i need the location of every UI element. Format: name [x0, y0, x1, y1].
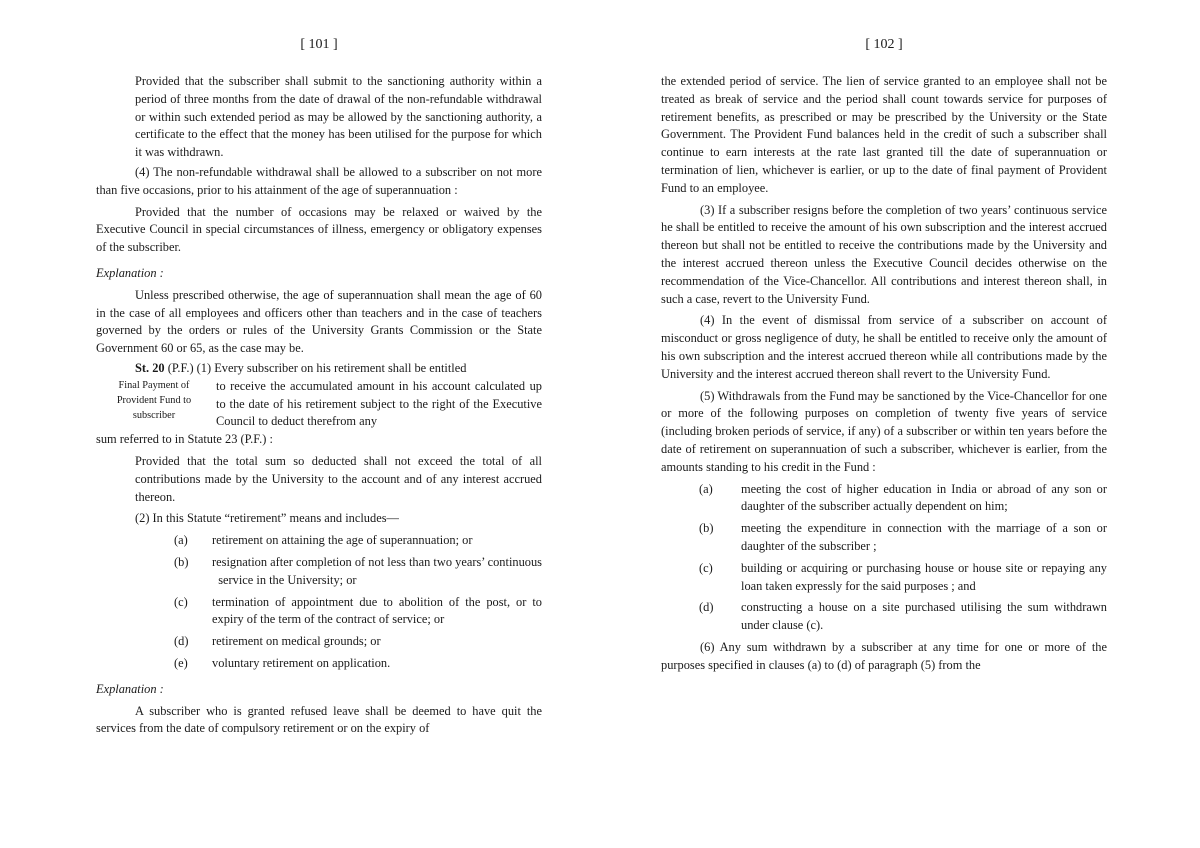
paragraph-6: (6) Any sum withdrawn by a subscriber at any time for one or more of the purposes specified in clauses (a) to (d) of paragraph (5) from the	[661, 639, 1107, 672]
clause-label: (d)	[699, 600, 714, 615]
page-left	[96, 36, 542, 738]
statute-20	[96, 360, 542, 449]
page-number: [ 102 ]	[865, 37, 903, 52]
clause-text: constructing a house on a site purchased utilising the sum withdrawn under clause (c).	[741, 600, 1107, 633]
list-item	[96, 594, 542, 630]
clause-label: (e)	[174, 655, 188, 670]
clause-text: meeting the cost of higher education in India or abroad of any son or daughter of the subscriber actually dependent on him;	[741, 481, 1107, 514]
clause-label: (c)	[699, 560, 713, 575]
clause-label: (b)	[699, 521, 714, 536]
statute-first-line	[135, 360, 542, 378]
paragraph-3: (3) If a subscriber resigns before the completion of two years’ continuous service he shall be entitled to receive the amount of his own subscription and the interest accrued thereon but shall not be entitled to receive the contributions made by the University and the interest accrued thereon unless the Executive Council decides otherwise on the recommendation of the Vice-Chancellor. All contributions and interest thereon shall, in such a case, revert to the University Fund.	[661, 202, 1107, 306]
list-item	[96, 633, 542, 651]
paragraph-2: (2) In this Statute “retirement” means and includes—	[135, 511, 399, 526]
clause-text: building or acquiring or purchasing house or house site or repaying any loan taken expressly for the said purposes ; and	[741, 560, 1107, 593]
clause-label: (c)	[174, 594, 188, 609]
list-item	[661, 520, 1107, 556]
list-item	[96, 655, 542, 673]
clause-text: retirement on attaining the age of superannuation; or	[212, 533, 473, 548]
clause-label: (a)	[174, 533, 188, 548]
clause-text: termination of appointment due to abolition of the post, or to expiry of the term of the contract of service; or	[212, 594, 542, 627]
statute-number: St. 20	[135, 360, 165, 375]
retirement-clauses	[96, 532, 542, 673]
proviso-paragraph: Provided that the subscriber shall submit to the sanctioning authority within a period of three months from the date of drawal of the non-refundable withdrawal or within such extended period as may be allowed by the sanctioning authority, a certificate to the effect that the money has been utilised for the purpose for which it was withdrawn.	[135, 74, 542, 160]
clause-label: (b)	[174, 554, 189, 569]
clause-label: (d)	[174, 634, 189, 649]
paragraph-5: (5) Withdrawals from the Fund may be sanctioned by the Vice-Chancellor for one or more of the following purposes on completion of twenty five years of service (including broken periods of service, if any) of a subscriber or within ten years before the date of retirement on superannuation of such a subscriber, whichever is earlier, from the amounts standing to his credit in the Fund :	[661, 388, 1107, 474]
explanation-text: A subscriber who is granted refused leave shall be deemed to have quit the services from the date of compulsory retirement or on the expiry of	[96, 703, 542, 736]
statute-body: to receive the accumulated amount in his account calculated up to the date of his retirement subject to the right of the Executive Council to deduct therefrom any	[216, 378, 542, 429]
list-item	[96, 532, 542, 550]
explanation-heading: Explanation :	[96, 265, 164, 280]
list-item	[661, 481, 1107, 517]
clause-label: (a)	[699, 481, 713, 496]
clause-text: meeting the expenditure in connection with the marriage of a son or daughter of the subscriber ;	[741, 521, 1107, 553]
explanation-heading: Explanation :	[96, 681, 164, 696]
continuation-paragraph: the extended period of service. The lien of service granted to an employee shall not be treated as break of service and the period shall count towards service for purposes of retirement benefits, as prescribed or may be prescribed by the University or the State Government. The Provident Fund balances held in the credit of such a subscriber shall continue to earn interests at the rate last granted till the date of superannuation or termination of lien, whichever is earlier, or up to the date of final payment of Provident Fund to an employee.	[661, 74, 1107, 195]
proviso-paragraph: Provided that the total sum so deducted shall not exceed the total of all contributions made by the University to the account and of any interest accrued thereon.	[135, 453, 542, 504]
clause-text: voluntary retirement on application.	[212, 655, 391, 670]
list-item	[96, 554, 542, 590]
proviso-paragraph: Provided that the number of occasions may be relaxed or waived by the Executive Council in special circumstances of illness, emergency or obligatory expenses of the subscriber.	[96, 204, 542, 255]
paragraph-4: (4) In the event of dismissal from service of a subscriber on account of misconduct or gross negligence of duty, he shall be entitled to receive only the amount of his own subscription and the interest accrued thereon while all contributions made by the University and the interest accrued thereon shall revert to the University Fund.	[661, 313, 1107, 381]
withdrawal-purposes	[661, 481, 1107, 635]
clause-text: retirement on medical grounds; or	[212, 634, 381, 649]
clause-text: resignation after completion of not less than two years’ continuous service in the University; or	[212, 554, 542, 587]
list-item	[661, 560, 1107, 596]
statute-first-line-text: (P.F.) (1) Every subscriber on his retirement shall be entitled	[167, 360, 467, 375]
statute-last-line: sum referred to in Statute 23 (P.F.) :	[96, 432, 273, 447]
page-number: [ 101 ]	[300, 37, 338, 52]
explanation-text: Unless prescribed otherwise, the age of superannuation shall mean the age of 60 in the case of all employees and officers other than teachers and in the case of teachers governed by the orders or rules of the University Grants Commission or the State Government 60 or 65, as the case may be.	[96, 287, 542, 356]
list-item	[661, 599, 1107, 635]
paragraph-4: (4) The non-refundable withdrawal shall be allowed to a subscriber on not more than five occasions, prior to his attainment of the age of superannuation :	[96, 164, 542, 197]
page-right	[661, 36, 1107, 675]
margin-note: Final Payment of Provident Fund to subscriber	[116, 379, 192, 421]
